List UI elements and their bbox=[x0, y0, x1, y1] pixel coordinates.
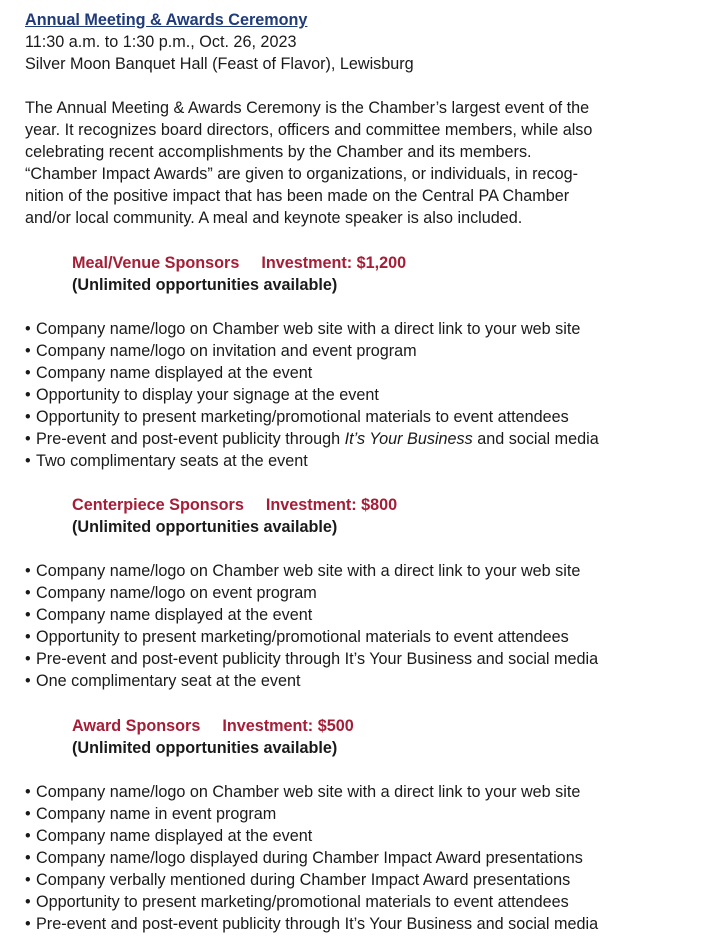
sponsor-availability: (Unlimited opportunities available) bbox=[72, 276, 338, 294]
benefit-item: • Company name displayed at the event bbox=[25, 827, 313, 845]
centerpiece-benefits-list bbox=[25, 560, 598, 692]
benefit-item: • Company name/logo on Chamber web site with a direct link to your web site bbox=[25, 320, 581, 338]
bullet-icon: • bbox=[25, 430, 31, 448]
benefit-item: • Company name in event program bbox=[25, 805, 277, 823]
bullet-icon: • bbox=[25, 606, 31, 624]
publication-name: It’s Your Business bbox=[344, 430, 473, 448]
bullet-icon: • bbox=[25, 805, 31, 823]
event-venue: Silver Moon Banquet Hall (Feast of Flavor), Lewisburg bbox=[25, 55, 414, 73]
sponsor-availability: (Unlimited opportunities available) bbox=[72, 518, 338, 536]
benefit-item: • Company name/logo on event program bbox=[25, 584, 317, 602]
benefit-item: • Two complimentary seats at the event bbox=[25, 452, 308, 470]
sponsor-investment: Investment: $800 bbox=[265, 496, 398, 514]
benefit-item: • Company name/logo on Chamber web site with a direct link to your web site bbox=[25, 562, 581, 580]
benefit-item: • Opportunity to present marketing/promotional materials to event attendees bbox=[25, 893, 569, 911]
bullet-icon: • bbox=[25, 672, 31, 690]
sponsor-availability: (Unlimited opportunities available) bbox=[72, 739, 338, 757]
sponsor-name: Centerpiece Sponsors bbox=[72, 496, 244, 514]
sponsor-name: Meal/Venue Sponsors bbox=[72, 254, 240, 272]
description-line: “Chamber Impact Awards” are given to organizations, or individuals, in recog- bbox=[25, 165, 579, 183]
bullet-icon: • bbox=[25, 320, 31, 338]
benefit-item: • One complimentary seat at the event bbox=[25, 672, 301, 690]
bullet-icon: • bbox=[25, 893, 31, 911]
benefit-item: • Pre-event and post-event publicity through It’s Your Business and social media bbox=[25, 915, 599, 933]
bullet-icon: • bbox=[25, 650, 31, 668]
award-benefits-list bbox=[25, 781, 598, 935]
event-time: 11:30 a.m. to 1:30 p.m., Oct. 26, 2023 bbox=[25, 33, 297, 51]
bullet-icon: • bbox=[25, 562, 31, 580]
sponsor-investment: Investment: $500 bbox=[222, 717, 354, 735]
meal-venue-sponsor-heading bbox=[72, 252, 406, 296]
bullet-icon: • bbox=[25, 584, 31, 602]
event-title-link[interactable]: Annual Meeting & Awards Ceremony bbox=[25, 11, 308, 29]
description-line: and/or local community. A meal and keynote speaker is also included. bbox=[25, 209, 523, 227]
bullet-icon: • bbox=[25, 915, 31, 933]
benefit-item: • Company name/logo on Chamber web site with a direct link to your web site bbox=[25, 783, 581, 801]
benefit-item: • Opportunity to display your signage at the event bbox=[25, 386, 379, 404]
benefit-item: • Pre-event and post-event publicity through It’s Your Business and social media bbox=[25, 430, 599, 448]
bullet-icon: • bbox=[25, 628, 31, 646]
bullet-icon: • bbox=[25, 827, 31, 845]
sponsor-name: Award Sponsors bbox=[72, 717, 201, 735]
benefit-item: • Opportunity to present marketing/promotional materials to event attendees bbox=[25, 408, 569, 426]
benefit-item: • Company name/logo displayed during Chamber Impact Award presentations bbox=[25, 849, 583, 867]
benefit-item: • Company name displayed at the event bbox=[25, 606, 313, 624]
bullet-icon: • bbox=[25, 342, 31, 360]
benefit-item: • Company name displayed at the event bbox=[25, 364, 313, 382]
bullet-icon: • bbox=[25, 386, 31, 404]
description-line: The Annual Meeting & Awards Ceremony is the Chamber’s largest event of the bbox=[25, 99, 590, 117]
description-line: nition of the positive impact that has been made on the Central PA Chamber bbox=[25, 187, 570, 205]
meal-venue-benefits-list bbox=[25, 318, 599, 472]
description-line: celebrating recent accomplishments by the Chamber and its members. bbox=[25, 143, 532, 161]
award-sponsor-heading bbox=[72, 715, 354, 759]
bullet-icon: • bbox=[25, 849, 31, 867]
bullet-icon: • bbox=[25, 452, 31, 470]
bullet-icon: • bbox=[25, 783, 31, 801]
benefit-item: • Pre-event and post-event publicity through It’s Your Business and social media bbox=[25, 650, 599, 668]
centerpiece-sponsor-heading bbox=[72, 494, 397, 538]
bullet-icon: • bbox=[25, 871, 31, 889]
sponsor-investment: Investment: $1,200 bbox=[261, 254, 407, 272]
benefit-item: • Company verbally mentioned during Chamber Impact Award presentations bbox=[25, 871, 571, 889]
description-line: year. It recognizes board directors, officers and committee members, while also bbox=[25, 121, 593, 139]
bullet-icon: • bbox=[25, 408, 31, 426]
benefit-item: • Company name/logo on invitation and event program bbox=[25, 342, 417, 360]
bullet-icon: • bbox=[25, 364, 31, 382]
benefit-item: • Opportunity to present marketing/promotional materials to event attendees bbox=[25, 628, 569, 646]
event-description bbox=[25, 97, 685, 229]
